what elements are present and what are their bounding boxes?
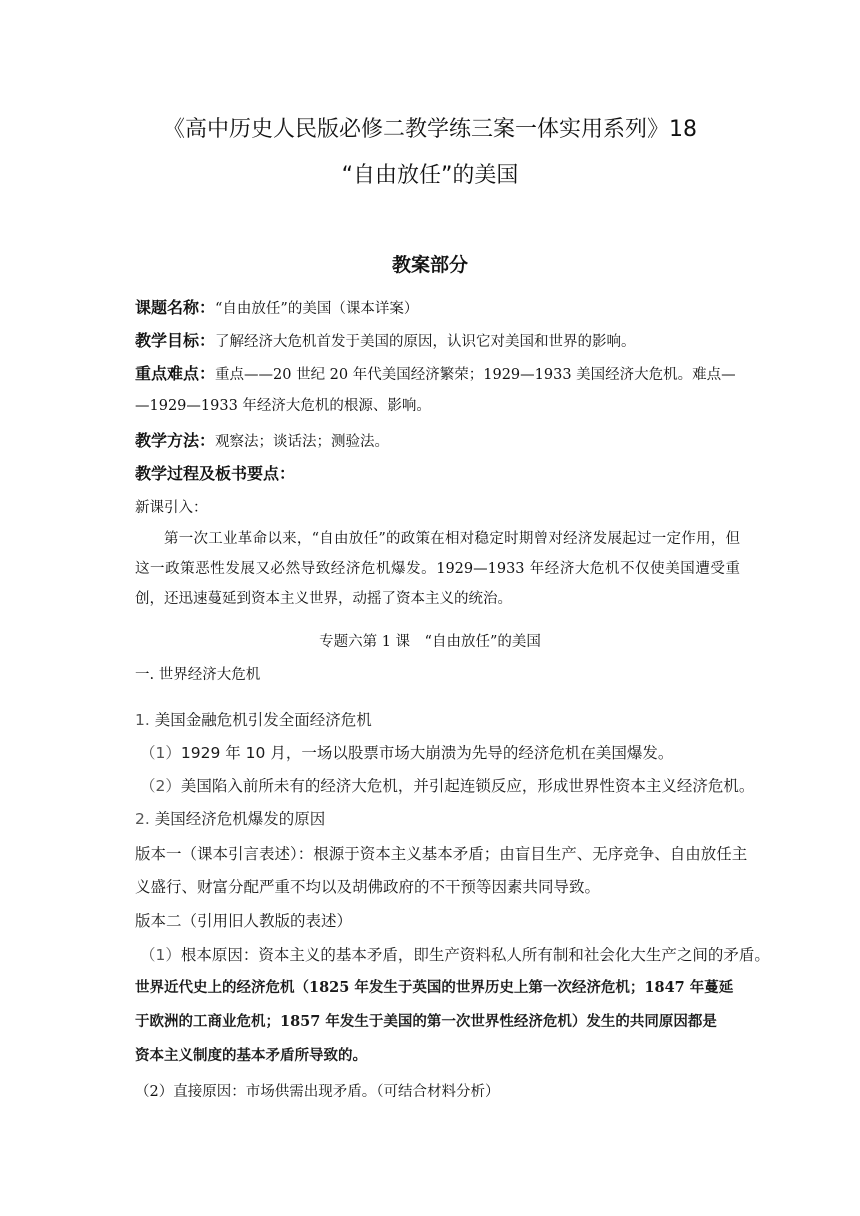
process-heading: 教学过程及板书要点： <box>135 464 296 483</box>
key-points-row <box>135 361 735 384</box>
history-line3: 资本主义制度的基本矛盾所导致的。 <box>135 1047 367 1064</box>
course-name-row <box>135 295 735 318</box>
lesson-title: 专题六第 1 课 “自由放任”的美国 <box>319 634 541 650</box>
item2-heading: 2. 美国经济危机爆发的原因 <box>135 810 326 828</box>
direct-cause: （2）直接原因：市场供需出现矛盾。（可结合材料分析） <box>135 1084 500 1100</box>
course-name-label: 课题名称： <box>135 298 216 317</box>
key-points-label: 重点难点： <box>135 364 216 383</box>
part1-heading: 一. 世界经济大危机 <box>135 667 261 683</box>
methods-label: 教学方法： <box>135 431 216 450</box>
item1-point2: （2）美国陷入前所未有的经济大危机，并引起连锁反应，形成世界性资本主义经济危机。 <box>140 777 755 795</box>
document-title: 《高中历史人民版必修二教学练三案一体实用系列》18 <box>163 117 697 142</box>
history-line1: 世界近代史上的经济危机（1825 年发生于英国的世界历史上第一次经济危机；1847 年蔓延 <box>135 979 734 996</box>
teaching-goal-value: 了解经济大危机首发于美国的原因，认识它对美国和世界的影响。 <box>215 334 636 350</box>
item1-point1: （1）1929 年 10 月，一场以股票市场大崩溃为先导的经济危机在美国爆发。 <box>140 744 674 762</box>
version2-heading: 版本二（引用旧人教版的表述） <box>135 912 353 930</box>
document-subtitle: “自由放任”的美国 <box>341 163 519 188</box>
methods-value: 观察法；谈话法；测验法。 <box>215 434 390 450</box>
teaching-goal-row <box>135 328 735 351</box>
version1-line2: 义盛行、财富分配严重不均以及胡佛政府的不干预等因素共同导致。 <box>135 878 601 896</box>
intro-paragraph: 第一次工业革命以来，“自由放任”的政策在相对稳定时期曾对经济发展起过一定作用，但这一政策恶性发展又必然导致经济危机爆发。1929—1933 年经济大危机不仅使美国遭受重创，还迅速蔓延到资本主义世界，动摇了资本主义的统治。 <box>135 531 740 607</box>
course-name-value: “自由放任”的美国（课本详案） <box>215 301 419 317</box>
key-points-value-line1: 重点——20 世纪 20 年代美国经济繁荣；1929—1933 美国经济大危机。难点— <box>215 367 736 383</box>
methods-row <box>135 428 735 451</box>
section-title: 教案部分 <box>391 254 468 276</box>
key-points-value-line2: —1929—1933 年经济大危机的根源、影响。 <box>135 398 431 414</box>
root-cause: （1）根本原因：资本主义的基本矛盾，即生产资料私人所有制和社会化大生产之间的矛盾。 <box>140 946 770 964</box>
intro-label: 新课引入： <box>135 500 208 516</box>
teaching-goal-label: 教学目标： <box>135 331 216 350</box>
history-line2: 于欧洲的工商业危机；1857 年发生于美国的第一次世界性经济危机）发生的共同原因都是 <box>135 1013 717 1030</box>
version1-line1: 版本一（课本引言表述）：根源于资本主义基本矛盾；由盲目生产、无序竞争、自由放任主 <box>135 845 748 863</box>
item1-heading: 1. 美国金融危机引发全面经济危机 <box>135 711 372 729</box>
